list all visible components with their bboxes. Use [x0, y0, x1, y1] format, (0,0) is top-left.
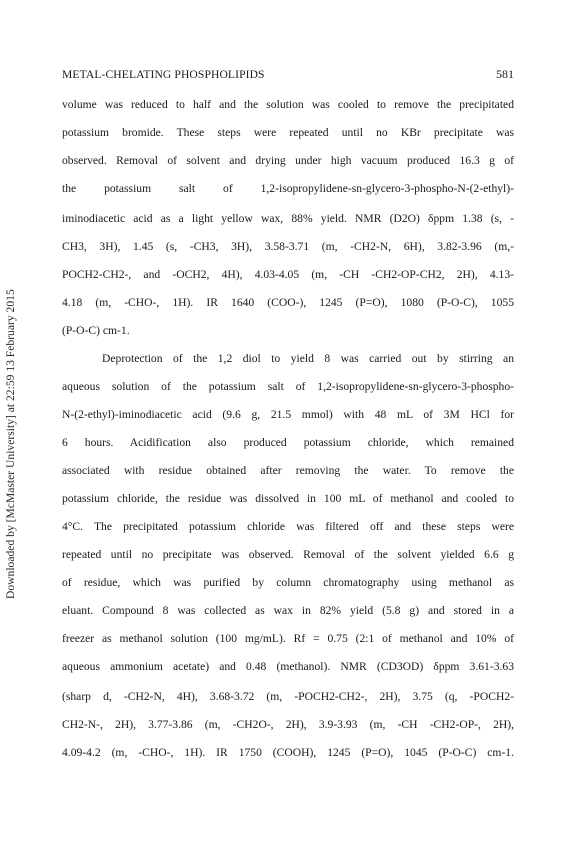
text-line: Deprotection of the 1,2 diol to yield 8 was carried out by stirring an: [102, 352, 514, 365]
text-line: associated with residue obtained after removing the water. To remove the: [62, 464, 514, 477]
page-header: [62, 67, 514, 82]
page-number: 581: [496, 67, 514, 81]
text-line: volume was reduced to half and the solution was cooled to remove the precipitated: [62, 98, 514, 111]
text-line: 6 hours. Acidification also produced potassium chloride, which remained: [62, 436, 514, 449]
text-line: N-(2-ethyl)-iminodiacetic acid (9.6 g, 21.5 mmol) with 48 mL of 3M HCl for: [62, 408, 514, 421]
text-line: repeated until no precipitate was observed. Removal of the solvent yielded 6.6 g: [62, 548, 514, 561]
text-line: (sharp d, -CH2-N, 4H), 3.68-3.72 (m, -POCH2-CH2-, 2H), 3.75 (q, -POCH2-: [62, 690, 514, 703]
text-line: eluant. Compound 8 was collected as wax in 82% yield (5.8 g) and stored in a: [62, 604, 514, 617]
text-line: the potassium salt of 1,2-isopropylidene-sn-glycero-3-phospho-N-(2-ethyl)-: [62, 182, 514, 195]
text-line: 4.09-4.2 (m, -CHO-, 1H). IR 1750 (COOH), 1245 (P=O), 1045 (P-O-C) cm-1.: [62, 746, 514, 759]
text-line: observed. Removal of solvent and drying under high vacuum produced 16.3 g of: [62, 154, 514, 167]
text-line: potassium chloride, the residue was dissolved in 100 mL of methanol and cooled to: [62, 492, 514, 505]
text-line: aqueous solution of the potassium salt of 1,2-isopropylidene-sn-glycero-3-phospho-: [62, 380, 514, 393]
text-line: 4.18 (m, -CHO-, 1H). IR 1640 (COO-), 1245 (P=O), 1080 (P-O-C), 1055: [62, 296, 514, 309]
text-line: of residue, which was purified by column chromatography using methanol as: [62, 576, 514, 589]
download-watermark: Downloaded by [McMaster University] at 22:59 13 February 2015: [4, 289, 17, 599]
text-line: potassium bromide. These steps were repeated until no KBr precipitate was: [62, 126, 514, 139]
text-line: freezer as methanol solution (100 mg/mL). Rf = 0.75 (2:1 of methanol and 10% of: [62, 632, 514, 645]
text-line: (P-O-C) cm-1.: [62, 324, 130, 337]
running-title: METAL-CHELATING PHOSPHOLIPIDS: [62, 68, 265, 81]
text-line: aqueous ammonium acetate) and 0.48 (methanol). NMR (CD3OD) δppm 3.61-3.63: [62, 660, 514, 673]
text-line: POCH2-CH2-, and -OCH2, 4H), 4.03-4.05 (m, -CH -CH2-OP-CH2, 2H), 4.13-: [62, 268, 514, 281]
text-line: CH3, 3H), 1.45 (s, -CH3, 3H), 3.58-3.71 (m, -CH2-N, 6H), 3.82-3.96 (m,-: [62, 240, 514, 253]
text-line: 4°C. The precipitated potassium chloride was filtered off and these steps were: [62, 520, 514, 533]
text-line: CH2-N-, 2H), 3.77-3.86 (m, -CH2O-, 2H), 3.9-3.93 (m, -CH -CH2-OP-, 2H),: [62, 718, 514, 731]
text-line: iminodiacetic acid as a light yellow wax, 88% yield. NMR (D2O) δppm 1.38 (s, -: [62, 212, 514, 225]
